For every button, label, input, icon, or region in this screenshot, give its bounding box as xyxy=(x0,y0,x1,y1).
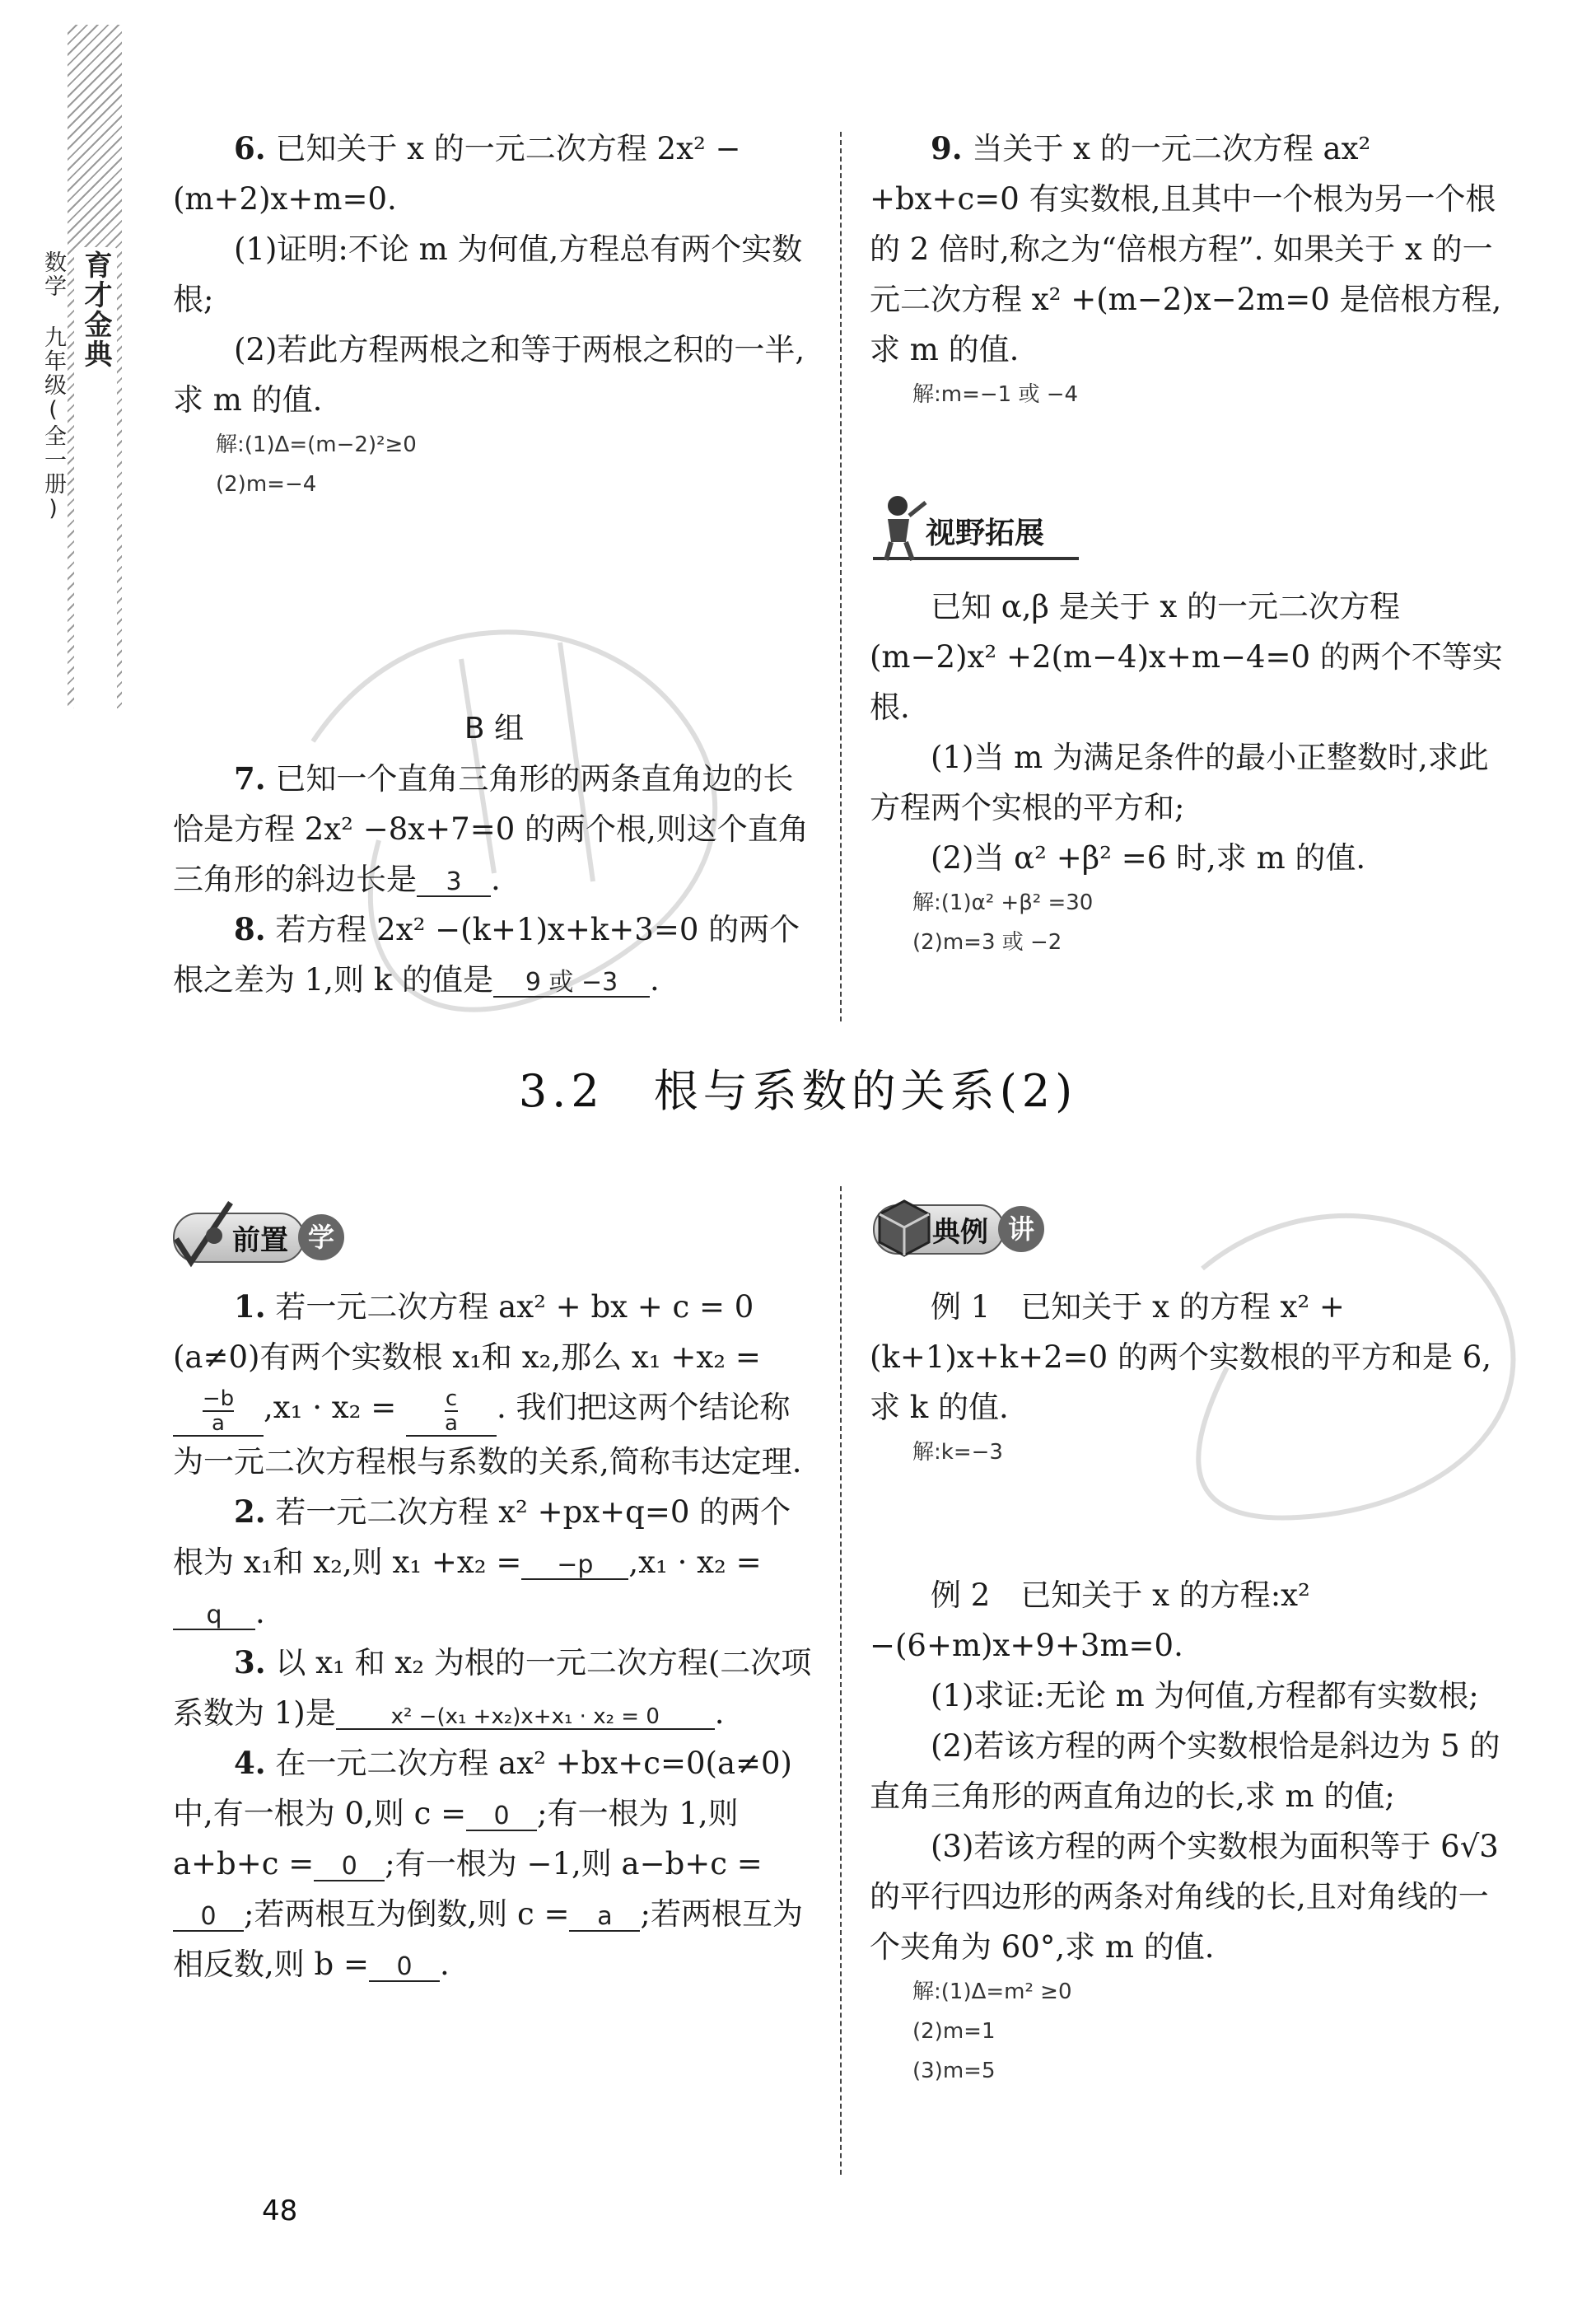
q4-a1-blank: 0 xyxy=(466,1802,537,1831)
q2-answer1-blank: −p xyxy=(521,1551,628,1580)
q9-number: 9. xyxy=(931,130,963,166)
left-top-column xyxy=(173,124,815,504)
example1-text: 例 1 已知关于 x 的方程 x² +(k+1)x+k+2=0 的两个实数根的平方和是 6,求 k 的值. xyxy=(870,1289,1492,1425)
ext-answer1: 解:(1)α² +β² =30 xyxy=(912,890,1094,915)
badge-pre-study xyxy=(173,1211,344,1264)
q8-end: . xyxy=(650,962,660,998)
ext-part2: (2)当 α² +β² =6 时,求 m 的值. xyxy=(931,840,1366,876)
q7-number: 7. xyxy=(234,760,266,797)
badge-example xyxy=(873,1203,1044,1255)
section-title: 3.2 根与系数的关系(2) xyxy=(518,1065,1078,1117)
q9 xyxy=(870,124,1512,375)
q3-answer-blank: x² −(x₁ +x₂)x+x₁ · x₂ = 0 xyxy=(336,1705,715,1731)
group-b-block xyxy=(173,703,815,1005)
q1-frac-sum-den: a xyxy=(212,1410,225,1436)
q4-a5-blank: 0 xyxy=(369,1953,440,1982)
q4-t1: 在一元二次方程 ax² +bx+c=0(a≠0)中,有一根为 0,则 c = xyxy=(173,1745,792,1831)
q6-part1: (1)证明:不论 m 为何值,方程总有两个实数根; xyxy=(173,231,803,317)
q1-frac-product-den: a xyxy=(445,1410,458,1436)
example1-answer: 解:k=−3 xyxy=(912,1440,1003,1465)
q4-t4: ;若两根互为倒数,则 c = xyxy=(244,1895,570,1932)
q7 xyxy=(173,754,815,904)
example2-block xyxy=(870,1570,1512,2091)
q1-text-c: . 我们把这两个结论称为一元二次方程根与系数的关系,简称韦达定理. xyxy=(173,1390,802,1479)
right-top-column xyxy=(870,124,1512,414)
q4-t3: ;有一根为 −1,则 a−b+c = xyxy=(385,1845,763,1881)
example2-answer3: (3)m=5 xyxy=(912,2059,996,2083)
q7-text: 已知一个直角三角形的两条直角边的长恰是方程 2x² −8x+7=0 的两个根,则这个直角三角形的斜边长是 xyxy=(173,761,809,897)
q6-answer2: (2)m=−4 xyxy=(216,472,317,497)
example2-stem: 例 2 已知关于 x 的方程:x² −(6+m)x+9+3m=0. xyxy=(870,1578,1310,1663)
top-column-divider xyxy=(840,132,842,1021)
q3-end: . xyxy=(714,1694,725,1731)
q3-text: 以 x₁ 和 x₂ 为根的一元二次方程(二次项系数为 1)是 xyxy=(173,1644,812,1731)
q2-number: 2. xyxy=(234,1493,266,1530)
left-bottom-column xyxy=(173,1282,815,1989)
cube-icon xyxy=(873,1190,936,1260)
q6-stem-b: (m+2)x+m=0. xyxy=(173,181,397,217)
q8 xyxy=(173,904,815,1005)
q1-text-a: 若一元二次方程 ax² + bx + c = 0 (a≠0)有两个实数根 x₁和 x₂,那么 x₁ +x₂ = xyxy=(173,1289,761,1375)
q2-text-b: ,x₁ · x₂ = xyxy=(628,1544,762,1580)
side-brand: 育才金典 xyxy=(79,250,112,369)
q1-number: 1. xyxy=(234,1288,266,1325)
q6-part2: (2)若此方程两根之和等于两根之积的一半,求 m 的值. xyxy=(173,332,805,418)
q2 xyxy=(173,1487,815,1638)
explorer-figure-icon xyxy=(873,491,936,562)
side-label xyxy=(40,247,117,712)
q4-number: 4. xyxy=(234,1744,266,1781)
example2-part3: (3)若该方程的两个实数根为面积等于 6√3的平行四边形的两条对角线的长,且对角线的一个夹角为 60°,求 m 的值. xyxy=(870,1829,1499,1965)
q4-end: . xyxy=(439,1946,450,1982)
q3 xyxy=(173,1638,815,1738)
right-bottom-column xyxy=(870,1282,1512,1472)
q1-frac-product xyxy=(445,1387,458,1435)
badge-vision-text: 视野拓展 xyxy=(926,516,1045,550)
q2-end: . xyxy=(255,1594,265,1630)
q1 xyxy=(173,1282,815,1382)
q1-frac-sum-num: −b xyxy=(202,1386,235,1411)
q8-answer-blank: 9 或 −3 xyxy=(493,969,650,998)
q6-answer1: 解:(1)Δ=(m−2)²≥0 xyxy=(216,432,417,457)
example2-part1: (1)求证:无论 m 为何值,方程都有实数根; xyxy=(931,1678,1479,1713)
page-number: 48 xyxy=(262,2194,298,2227)
q7-answer-blank: 3 xyxy=(417,868,491,897)
q2-text-a: 若一元二次方程 x² +px+q=0 的两个根为 x₁和 x₂,则 x₁ +x₂ = xyxy=(173,1493,791,1580)
badge-example-circle: 讲 xyxy=(998,1206,1044,1252)
q6-number: 6. xyxy=(234,130,266,166)
q1-frac-sum xyxy=(203,1387,234,1435)
q9-text: 当关于 x 的一元二次方程 ax² +bx+c=0 有实数根,且其中一个根为另一个根的 2 倍时,称之为“倍根方程”. 如果关于 x 的一元二次方程 x² +(m−2)x−2m=0 是倍根方程,求 m 的值. xyxy=(870,131,1502,367)
ext-answer2: (2)m=3 或 −2 xyxy=(912,930,1062,955)
q6-stem xyxy=(173,124,815,174)
side-subject: 数学 xyxy=(40,250,66,298)
q4 xyxy=(173,1738,815,1989)
q1-blank-sum xyxy=(173,1387,264,1437)
checkmark-figure-icon xyxy=(173,1198,236,1269)
side-grade: 九年级(全一册) xyxy=(40,325,66,523)
q9-answer: 解:m=−1 或 −4 xyxy=(912,382,1079,407)
badge-vision-expand xyxy=(873,504,1079,560)
q1-frac-product-num: c xyxy=(445,1386,458,1411)
badge-pre-text: 前置 xyxy=(173,1213,305,1263)
q8-number: 8. xyxy=(234,911,266,947)
q6-stem-a: 已知关于 x 的一元二次方程 2x² − xyxy=(275,131,741,166)
group-b-title: B 组 xyxy=(464,712,525,746)
q1-text-b: ,x₁ · x₂ = xyxy=(264,1390,397,1425)
ext-stem: 已知 α,β 是关于 x 的一元二次方程 (m−2)x² +2(m−4)x+m−4=0 的两个不等实根. xyxy=(870,589,1503,725)
ext-part1: (1)当 m 为满足条件的最小正整数时,求此方程两个实根的平方和; xyxy=(870,740,1489,825)
q3-number: 3. xyxy=(234,1643,266,1680)
q8-text: 若方程 2x² −(k+1)x+k+3=0 的两个根之差为 1,则 k 的值是 xyxy=(173,912,800,998)
q1-blank-product xyxy=(406,1387,497,1437)
badge-pre-circle: 学 xyxy=(298,1214,344,1260)
q7-end: . xyxy=(491,862,501,897)
bottom-column-divider xyxy=(840,1186,842,2175)
example2-answer1: 解:(1)Δ=m² ≥0 xyxy=(912,1979,1072,2004)
example2-part2: (2)若该方程的两个实数根恰是斜边为 5 的直角三角形的两直角边的长,求 m 的值; xyxy=(870,1728,1500,1814)
example2-answer2: (2)m=1 xyxy=(912,2019,996,2044)
q4-a3-blank: 0 xyxy=(173,1903,244,1932)
q4-a4-blank: a xyxy=(569,1903,640,1932)
q4-a2-blank: 0 xyxy=(314,1853,385,1881)
q2-answer2-blank: q xyxy=(173,1601,255,1630)
q4-t5: ;若两根互为相反数,则 b = xyxy=(173,1895,803,1982)
q1-fraction-line xyxy=(173,1382,815,1487)
q4-t2: ;有一根为 1,则 a+b+c = xyxy=(173,1795,739,1881)
badge-example-text: 典例 xyxy=(873,1204,1005,1255)
extension-block xyxy=(870,582,1512,962)
